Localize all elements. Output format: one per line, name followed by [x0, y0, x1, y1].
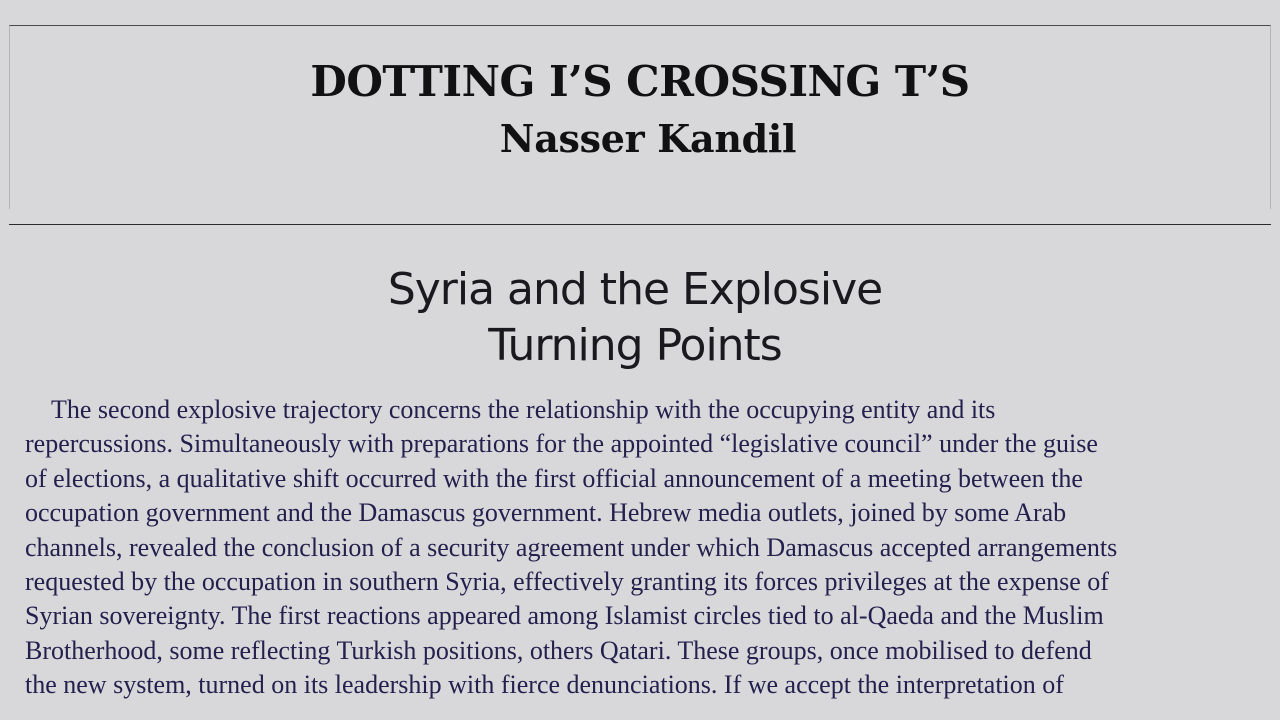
- article-title-line: Syria and the Explosive: [387, 264, 883, 315]
- article-body: [25, 393, 1265, 703]
- body-line: repercussions. Simultaneously with preparations for the appointed “legislative council” under the guise: [25, 429, 1098, 459]
- body-line: The second explosive trajectory concerns the relationship with the occupying entity and its: [51, 395, 996, 424]
- body-line: occupation government and the Damascus government. Hebrew media outlets, joined by some Arab: [25, 498, 1067, 528]
- body-line: requested by the occupation in southern Syria, effectively granting its forces privileges at the expense of: [25, 567, 1109, 597]
- body-line: channels, revealed the conclusion of a security agreement under which Damascus accepted arrangements: [25, 532, 1118, 562]
- body-line: of elections, a qualitative shift occurred with the first official announcement of a meeting between the: [25, 463, 1083, 493]
- article-title: [0, 262, 1270, 374]
- body-line: Brotherhood, some reflecting Turkish positions, others Qatari. These groups, once mobilised to defend: [25, 635, 1092, 665]
- body-line: Syrian sovereignty. The first reactions appeared among Islamist circles tied to al-Qaeda and the Muslim: [25, 601, 1104, 631]
- body-line: the new system, turned on its leadership with fierce denunciations. If we accept the interpretation of: [25, 670, 1064, 700]
- article-title-line: Turning Points: [488, 320, 782, 371]
- column-author: Nasser Kandil: [499, 116, 797, 161]
- masthead-divider: [9, 224, 1271, 225]
- column-title: DOTTING I’S CROSSING T’S: [310, 57, 970, 106]
